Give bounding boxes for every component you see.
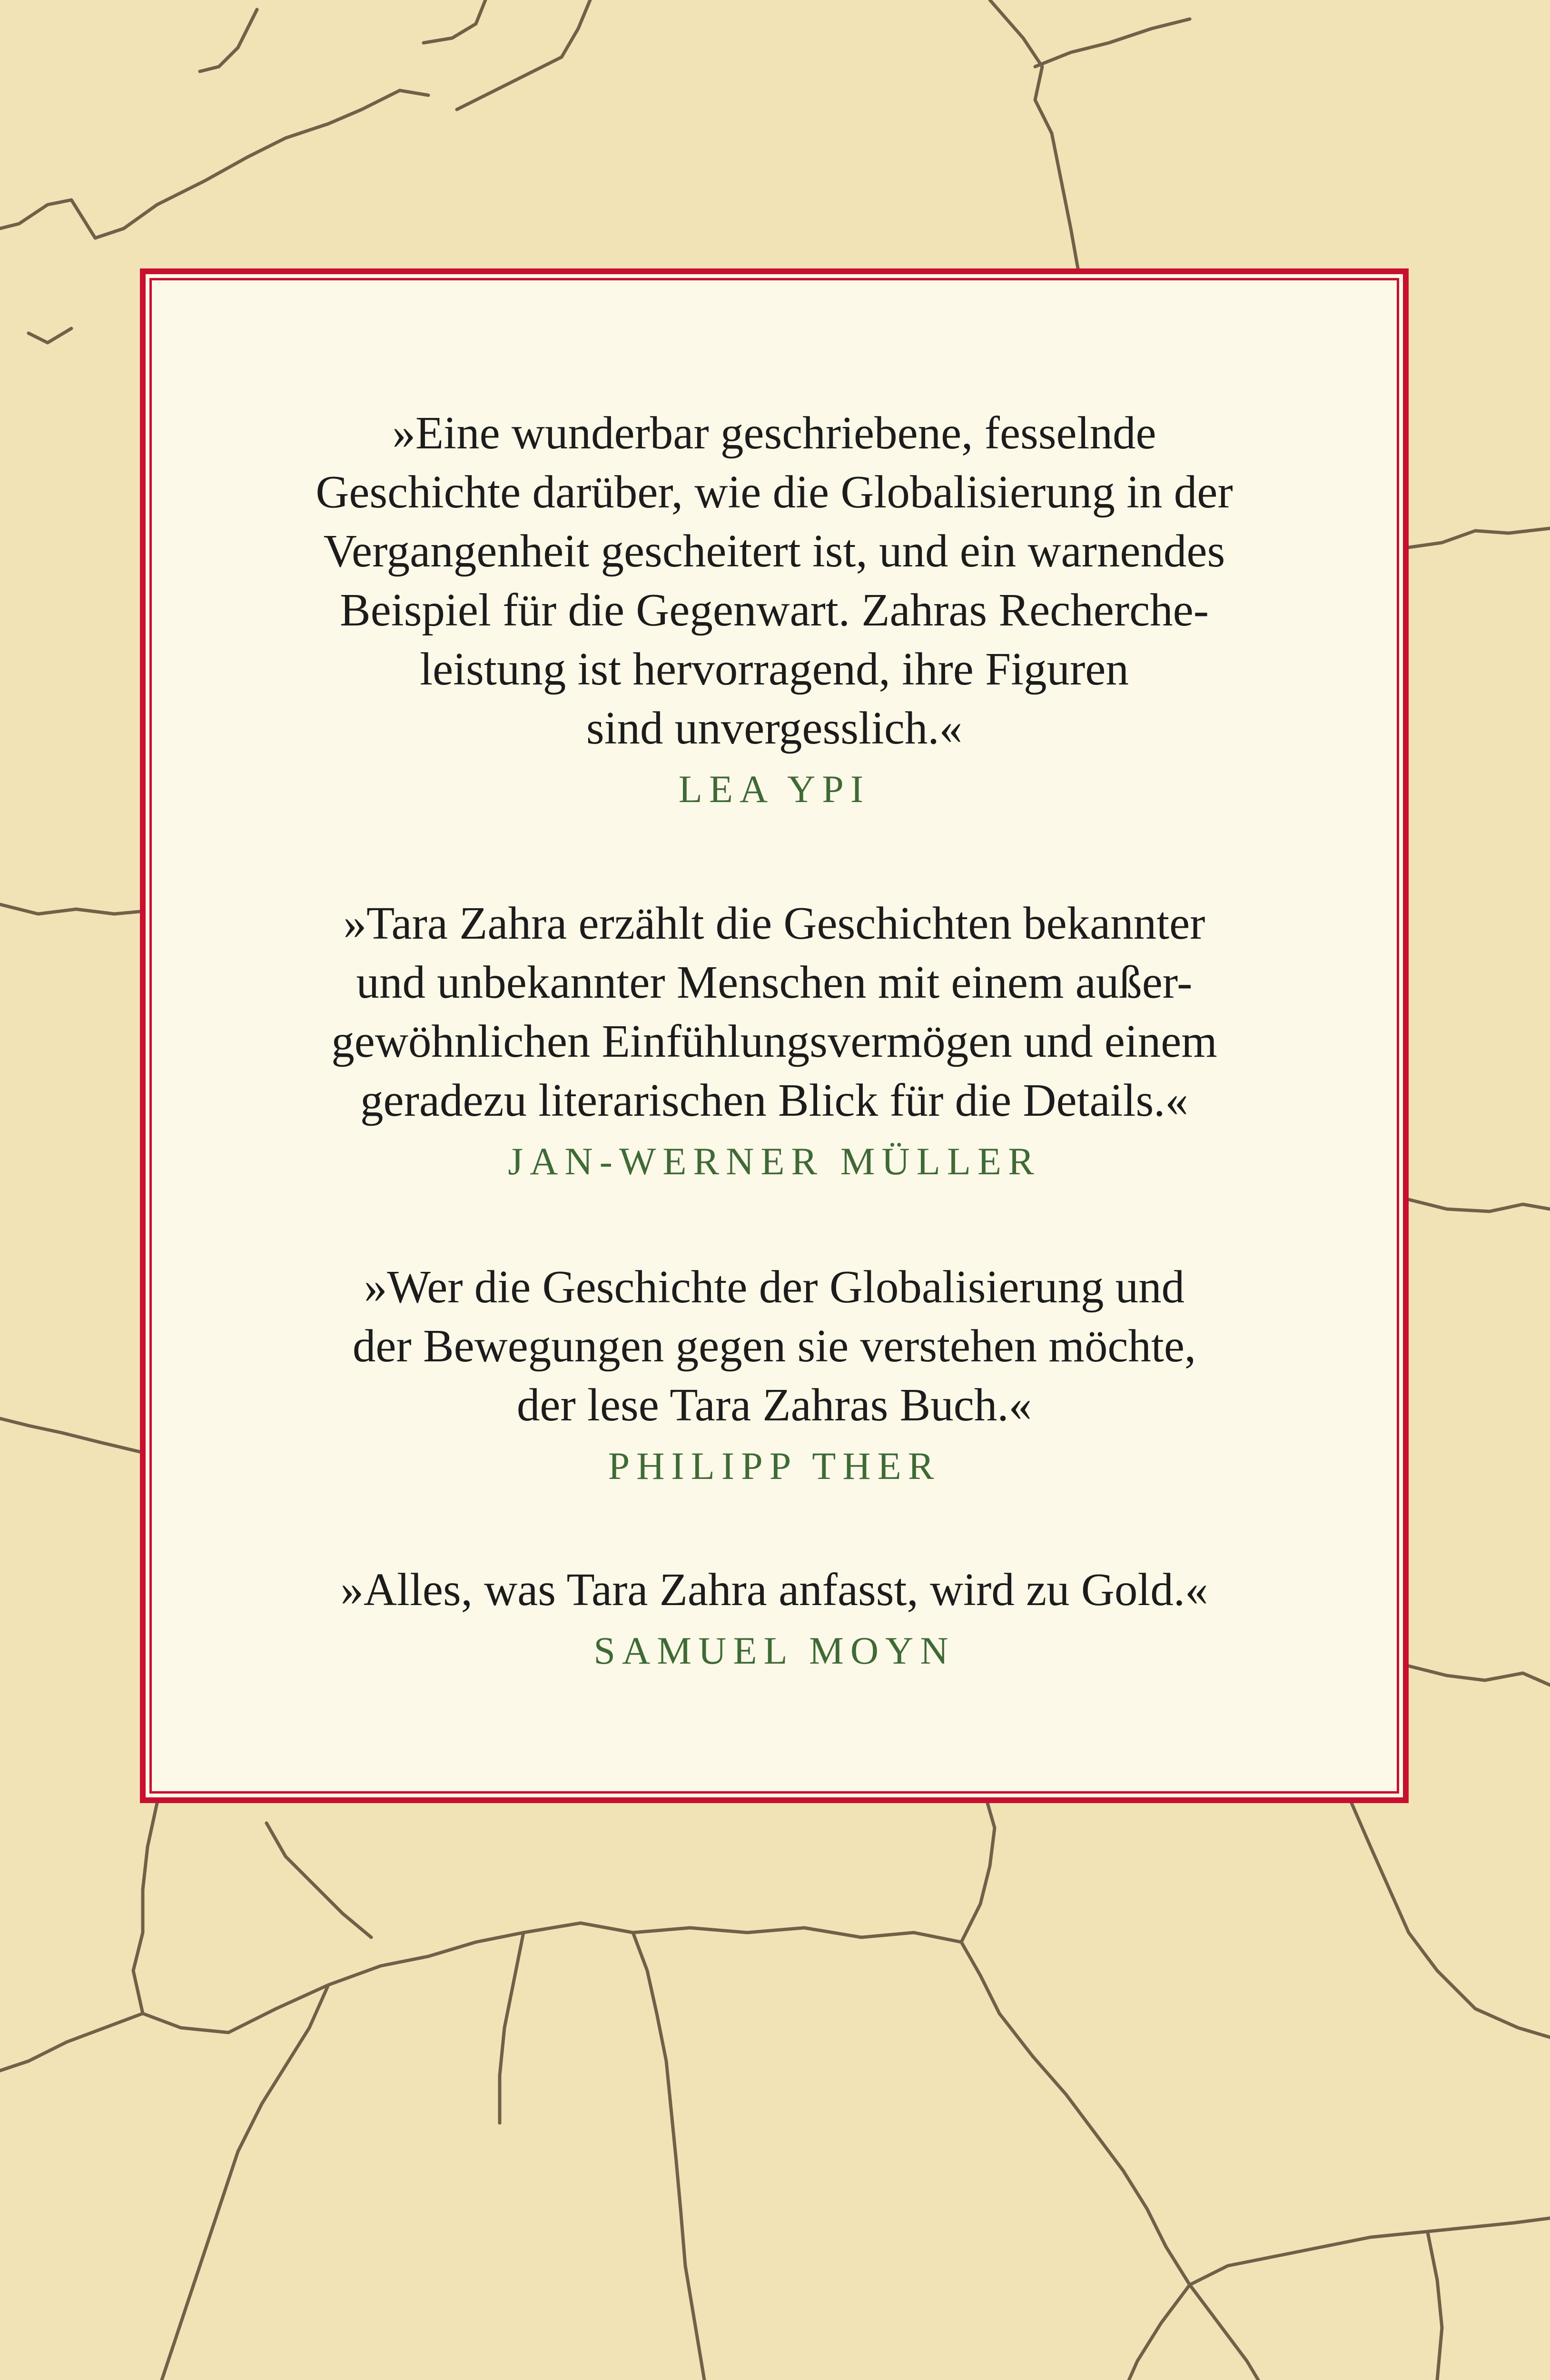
quote-text: »Wer die Geschichte der Globalisierung und der Bewegungen gegen sie verstehen möchte, der lese Tara Zahras Buch.« [352, 1261, 1196, 1430]
quote-block-lea-ypi [146, 404, 1403, 814]
quote-author: LEA YPI [678, 767, 870, 811]
quote-author: PHILIPP THER [608, 1444, 941, 1488]
quote-block-samuel-moyn [146, 1560, 1403, 1676]
quote-text: »Eine wunderbar geschriebene, fesselnde Geschichte darüber, wie die Globalisierung in der Vergangenheit gescheitert ist, und ein warnendes Beispiel für die Gegenwart. Zahras Recherche- leistung ist hervorragend, ihre Figuren sind unvergesslich.« [316, 407, 1233, 754]
quote-block-jan-werner-mueller [146, 894, 1403, 1186]
quote-author: SAMUEL MOYN [593, 1629, 955, 1672]
quote-text: »Alles, was Tara Zahra anfasst, wird zu Gold.« [340, 1564, 1208, 1615]
quote-author: JAN-WERNER MÜLLER [508, 1140, 1041, 1183]
quote-panel [140, 268, 1409, 1803]
quote-block-philipp-ther [146, 1258, 1403, 1491]
quote-text: »Tara Zahra erzählt die Geschichten bekannter und unbekannter Menschen mit einem außer- gewöhnlichen Einfühlungsvermögen und einem geradezu literarischen Blick für die Details.« [331, 898, 1217, 1126]
